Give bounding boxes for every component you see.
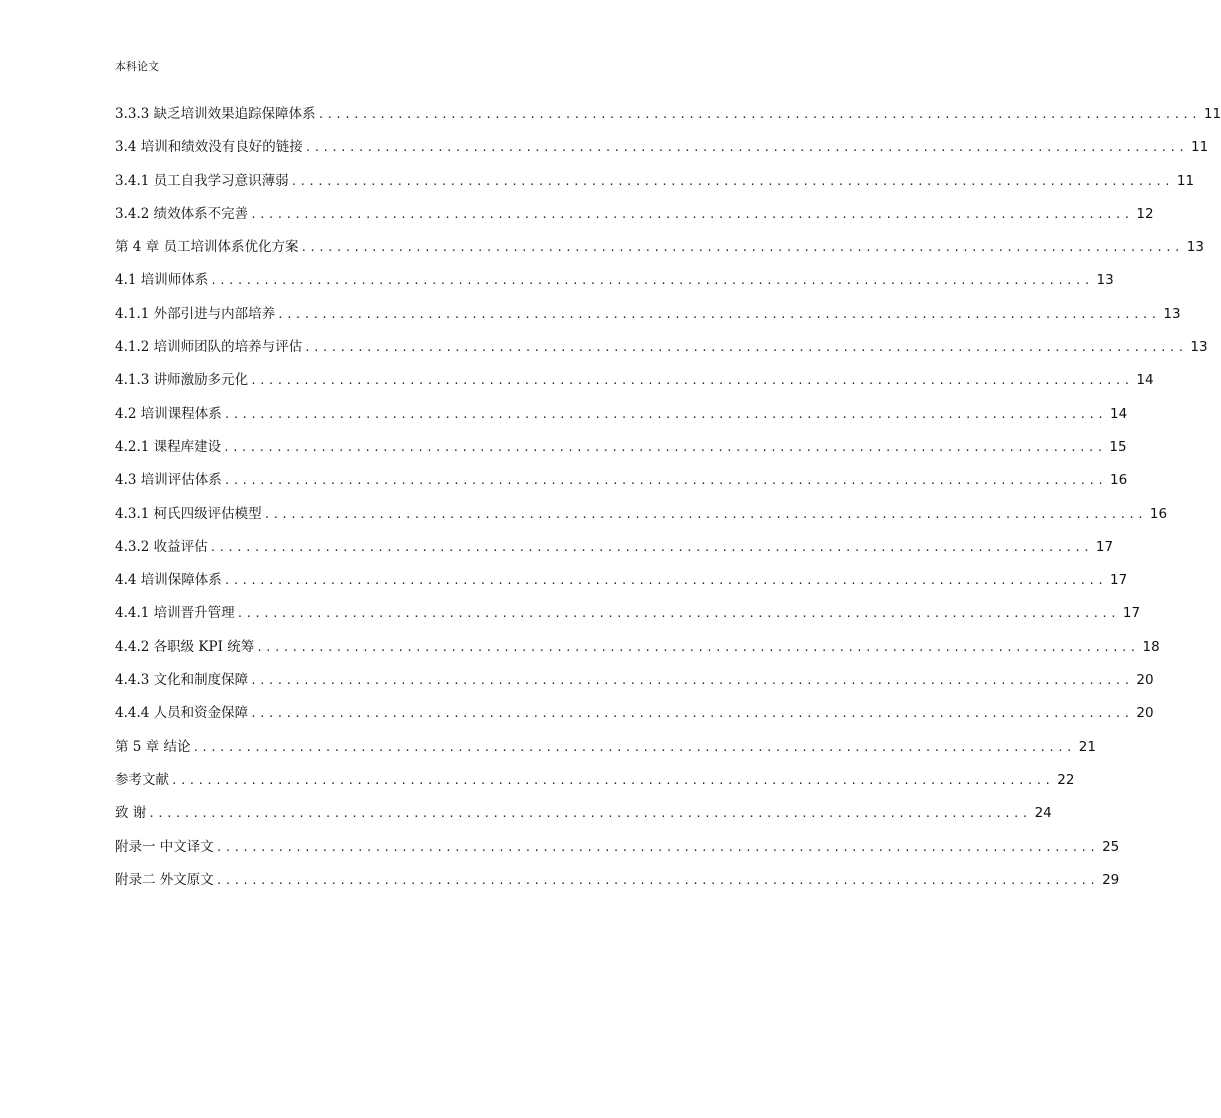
toc-page-number: 29 — [1102, 871, 1120, 888]
toc-page-number: 24 — [1034, 805, 1052, 822]
toc-dot-leader: .................................................................................................... — [223, 407, 1107, 421]
toc-dot-leader: .................................................................................................... — [304, 341, 1187, 355]
toc-dot-leader: .................................................................................................... — [250, 374, 1133, 388]
toc-entry[interactable] — [115, 498, 1168, 531]
toc-entry-title: 参考文献 — [115, 771, 169, 788]
toc-entry-title: 4.1 培训师体系 — [115, 272, 209, 289]
toc-entry[interactable] — [115, 764, 1075, 797]
toc-page-number: 11 — [1191, 139, 1209, 156]
toc-dot-leader: .................................................................................................... — [300, 241, 1183, 255]
toc-dot-leader: .................................................................................................... — [290, 174, 1173, 188]
toc-page-number: 21 — [1078, 738, 1096, 755]
toc-page-number: 13 — [1190, 339, 1208, 356]
toc-entry[interactable] — [115, 165, 1195, 198]
toc-entry-title: 4.4.1 培训晋升管理 — [115, 605, 235, 622]
toc-page-number: 17 — [1122, 605, 1141, 622]
toc-dot-leader: .................................................................................................... — [223, 474, 1107, 488]
toc-page-number: 18 — [1142, 638, 1160, 655]
toc-entry-title: 4.1.3 讲师激励多元化 — [115, 372, 249, 389]
toc-dot-leader: .................................................................................................... — [215, 873, 1099, 887]
toc-page-number: 11 — [1176, 172, 1195, 189]
toc-entry-title: 4.3 培训评估体系 — [115, 472, 222, 489]
toc-page-number: 13 — [1163, 305, 1181, 322]
toc-page-number: 17 — [1095, 538, 1114, 555]
toc-entry[interactable] — [115, 831, 1120, 864]
toc-entry[interactable] — [115, 664, 1154, 697]
toc-dot-leader: .................................................................................................... — [304, 141, 1188, 155]
toc-page-number: 16 — [1110, 472, 1128, 489]
toc-entry[interactable] — [115, 631, 1160, 664]
toc-entry-title: 3.4.2 绩效体系不完善 — [115, 205, 249, 222]
toc-entry-title: 4.3.1 柯氏四级评估模型 — [115, 505, 262, 522]
toc-entry[interactable] — [115, 364, 1154, 397]
toc-entry-title: 4.4.3 文化和制度保障 — [115, 672, 249, 689]
toc-entry[interactable] — [115, 797, 1052, 830]
toc-page-number: 17 — [1110, 572, 1128, 589]
toc-entry[interactable] — [115, 731, 1096, 764]
toc-dot-leader: .................................................................................................... — [250, 207, 1133, 221]
toc-dot-leader: .................................................................................................... — [250, 707, 1133, 721]
toc-dot-leader: .................................................................................................... — [148, 807, 1031, 821]
page-header: 本科论文 — [115, 60, 159, 73]
toc-entry[interactable] — [115, 131, 1209, 164]
toc-page-number: 20 — [1136, 672, 1154, 689]
toc-page-number: 25 — [1102, 838, 1120, 855]
toc-dot-leader: .................................................................................................... — [192, 740, 1075, 754]
toc-dot-leader: .................................................................................................... — [210, 274, 1093, 288]
table-of-contents — [115, 98, 1221, 897]
toc-entry-title: 4.2 培训课程体系 — [115, 405, 222, 422]
toc-dot-leader: .................................................................................................... — [256, 640, 1139, 654]
toc-entry-title: 4.4.2 各职级 KPI 统筹 — [115, 638, 255, 655]
toc-entry-title: 第 4 章 员工培训体系优化方案 — [115, 239, 299, 256]
toc-dot-leader: .................................................................................................... — [223, 440, 1106, 454]
toc-entry[interactable] — [115, 531, 1114, 564]
toc-page-number: 15 — [1109, 438, 1127, 455]
toc-dot-leader: .................................................................................................... — [223, 574, 1107, 588]
toc-entry[interactable] — [115, 697, 1154, 730]
toc-entry[interactable] — [115, 198, 1154, 231]
toc-entry-title: 4.1.1 外部引进与内部培养 — [115, 305, 276, 322]
toc-dot-leader: .................................................................................................... — [209, 540, 1092, 554]
toc-page-number: 22 — [1057, 771, 1075, 788]
toc-entry-title: 致 谢 — [115, 805, 147, 822]
toc-dot-leader: .................................................................................................... — [317, 108, 1200, 121]
toc-page-number: 20 — [1136, 705, 1154, 722]
toc-page-number: 13 — [1186, 239, 1204, 256]
toc-entry-title: 3.4 培训和绩效没有良好的链接 — [115, 139, 303, 156]
toc-entry[interactable] — [115, 864, 1120, 897]
toc-dot-leader: .................................................................................................... — [263, 507, 1146, 521]
toc-entry-title: 3.4.1 员工自我学习意识薄弱 — [115, 172, 289, 189]
toc-entry-title: 4.4.4 人员和资金保障 — [115, 705, 249, 722]
toc-page-number: 11 — [1203, 106, 1221, 122]
toc-page-number: 12 — [1136, 205, 1154, 222]
toc-dot-leader: .................................................................................................... — [215, 840, 1099, 854]
toc-dot-leader: .................................................................................................... — [277, 307, 1160, 321]
toc-page-number: 13 — [1096, 272, 1114, 289]
toc-entry[interactable] — [115, 98, 1221, 131]
toc-dot-leader: .................................................................................................... — [171, 773, 1054, 787]
toc-page-number: 16 — [1149, 505, 1168, 522]
toc-dot-leader: .................................................................................................... — [236, 607, 1119, 621]
toc-entry[interactable] — [115, 398, 1128, 431]
toc-entry[interactable] — [115, 331, 1208, 364]
toc-entry-title: 4.2.1 课程库建设 — [115, 438, 222, 455]
toc-entry[interactable] — [115, 264, 1114, 297]
toc-entry-title: 4.3.2 收益评估 — [115, 538, 208, 555]
toc-entry-title: 3.3.3 缺乏培训效果追踪保障体系 — [115, 106, 316, 122]
toc-entry[interactable] — [115, 431, 1127, 464]
toc-entry[interactable] — [115, 231, 1204, 264]
toc-entry[interactable] — [115, 564, 1128, 597]
toc-page-number: 14 — [1136, 372, 1154, 389]
toc-entry-title: 附录二 外文原文 — [115, 871, 214, 888]
toc-dot-leader: .................................................................................................... — [250, 674, 1133, 688]
toc-entry[interactable] — [115, 298, 1181, 331]
toc-entry-title: 4.1.2 培训师团队的培养与评估 — [115, 339, 303, 356]
toc-entry[interactable] — [115, 464, 1128, 497]
toc-page-number: 14 — [1110, 405, 1128, 422]
toc-entry[interactable] — [115, 597, 1141, 630]
toc-entry-title: 第 5 章 结论 — [115, 738, 191, 755]
toc-entry-title: 附录一 中文译文 — [115, 838, 214, 855]
toc-entry-title: 4.4 培训保障体系 — [115, 572, 222, 589]
